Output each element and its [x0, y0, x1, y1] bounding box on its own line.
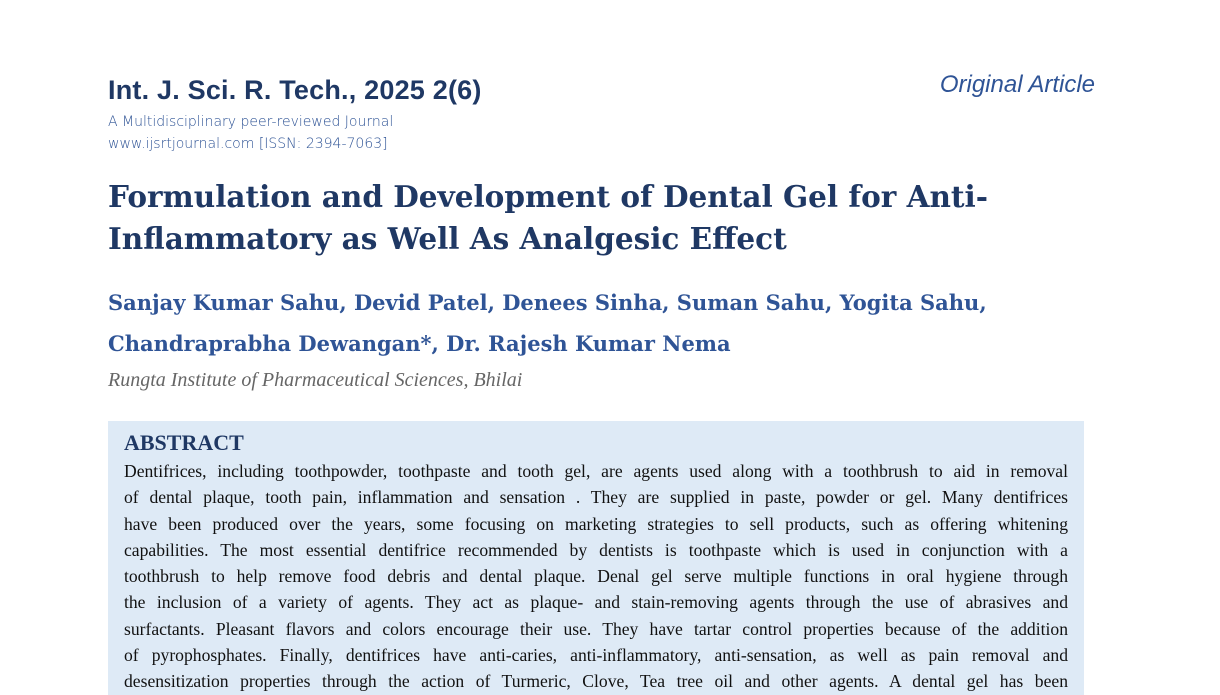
journal-website: www.ijsrtjournal.com [ISSN: 2394-7063]: [108, 136, 388, 152]
abstract-heading: ABSTRACT: [124, 430, 244, 455]
abstract-line: surfactants. Pleasant flavors and colors encourage their use. They have tartar control properties because of the addition: [124, 618, 1068, 639]
abstract-line: capabilities. The most essential dentifrice recommended by dentists is toothpaste which is used in conjunction with a: [124, 539, 1068, 560]
abstract-line: of pyrophosphates. Finally, dentifrices have anti-caries, anti-inflammatory, anti-sensation, as well as pain removal and: [124, 645, 1068, 666]
journal-title: Int. J. Sci. R. Tech., 2025 2(6): [108, 75, 482, 105]
journal-subtitle: A Multidisciplinary peer-reviewed Journal: [108, 114, 394, 130]
abstract-section: [108, 421, 1084, 695]
abstract-line: toothbrush to help remove food debris and dental plaque. Denal gel serve multiple functions in oral hygiene through: [124, 566, 1068, 587]
abstract-line: have been produced over the years, some focusing on marketing strategies to sell products, such as offering whitening: [124, 513, 1068, 534]
paper-title-line: Inflammatory as Well As Analgesic Effect: [108, 221, 787, 256]
abstract-line: of dental plaque, tooth pain, inflammation and sensation . They are supplied in paste, powder or gel. Many dentifrices: [124, 487, 1068, 508]
author-line: Chandraprabha Dewangan*, Dr. Rajesh Kumar Nema: [108, 331, 731, 356]
author-list: [108, 282, 1108, 364]
paper-title-line: Formulation and Development of Dental Gel for Anti-: [108, 179, 989, 214]
author-line: Sanjay Kumar Sahu, Devid Patel, Denees Sinha, Suman Sahu, Yogita Sahu,: [108, 290, 987, 315]
abstract-body: [124, 458, 1068, 695]
abstract-line: Dentifrices, including toothpowder, toothpaste and tooth gel, are agents used along with a toothbrush to aid in removal: [124, 461, 1068, 481]
article-type-label: Original Article: [939, 71, 1095, 98]
paper-title: [108, 176, 1108, 260]
abstract-line: the inclusion of a variety of agents. They act as plaque- and stain-removing agents through the use of abrasives and: [124, 592, 1068, 613]
affiliation: Rungta Institute of Pharmaceutical Sciences, Bhilai: [108, 369, 523, 391]
abstract-line: desensitization properties through the action of Turmeric, Clove, Tea tree oil and other agents. A dental gel has been: [124, 671, 1068, 692]
